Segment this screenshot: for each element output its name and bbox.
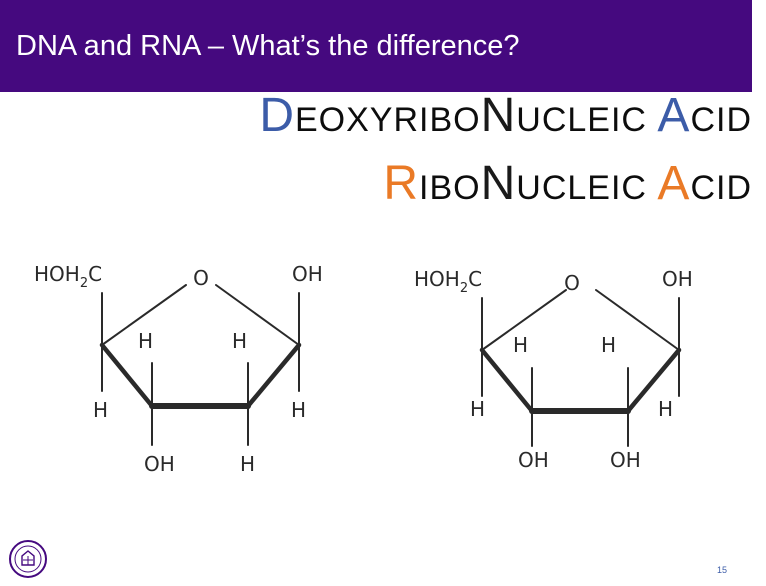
label-ring-oxygen: O: [564, 271, 580, 295]
ring-bond-c2-c1: [248, 345, 299, 406]
label-h-outer-left: H: [470, 397, 486, 421]
initial-a: A: [657, 157, 691, 210]
heading-cid: CID: [690, 169, 752, 207]
initial-a: A: [657, 89, 691, 142]
label-h-outer-right: H: [291, 398, 307, 422]
page-number: 15: [717, 565, 728, 575]
heading-deoxyribonucleic-acid: [259, 89, 752, 142]
label-h-inner-right: H: [601, 333, 617, 357]
label-h-inner-left: H: [138, 329, 154, 353]
initial-n: N: [480, 89, 517, 142]
ring-bond-o-c1: [216, 285, 299, 345]
initial-n: N: [480, 157, 517, 210]
label-bottom-right: OH: [610, 448, 641, 472]
label-oh-top: OH: [662, 267, 693, 291]
label-h-outer-left: H: [93, 398, 109, 422]
ribose-structure: [410, 260, 720, 485]
label-oh-top: OH: [292, 262, 323, 286]
label-bottom-left: OH: [144, 452, 175, 476]
initial-r: R: [383, 157, 420, 210]
label-hoh2c: $HOH_2C$: [34, 262, 103, 291]
label-bottom-right: H: [240, 452, 256, 476]
university-seal-icon: [8, 539, 48, 579]
label-h-inner-right: H: [232, 329, 248, 353]
label-h-outer-right: H: [658, 397, 674, 421]
heading-ucleic: UCLEIC: [516, 169, 658, 207]
label-bottom-left: OH: [518, 448, 549, 472]
ring-bond-c4-c3: [482, 350, 532, 411]
initial-d: D: [259, 89, 295, 142]
heading-ucleic: UCLEIC: [516, 101, 658, 139]
heading-ribonucleic-acid: [383, 157, 752, 210]
heading-eoxyribo: EOXYRIBO: [295, 101, 481, 139]
heading-cid: CID: [690, 101, 752, 139]
label-ring-oxygen: O: [193, 266, 209, 290]
deoxyribose-structure: [30, 255, 340, 480]
slide-title: DNA and RNA – What’s the difference?: [16, 30, 520, 62]
label-hoh2c: $HOH_2C$: [414, 267, 483, 296]
ring-bond-c4-c3: [102, 345, 152, 406]
title-bar: [0, 0, 752, 92]
label-h-inner-left: H: [513, 333, 529, 357]
heading-ibo: IBO: [419, 169, 481, 207]
